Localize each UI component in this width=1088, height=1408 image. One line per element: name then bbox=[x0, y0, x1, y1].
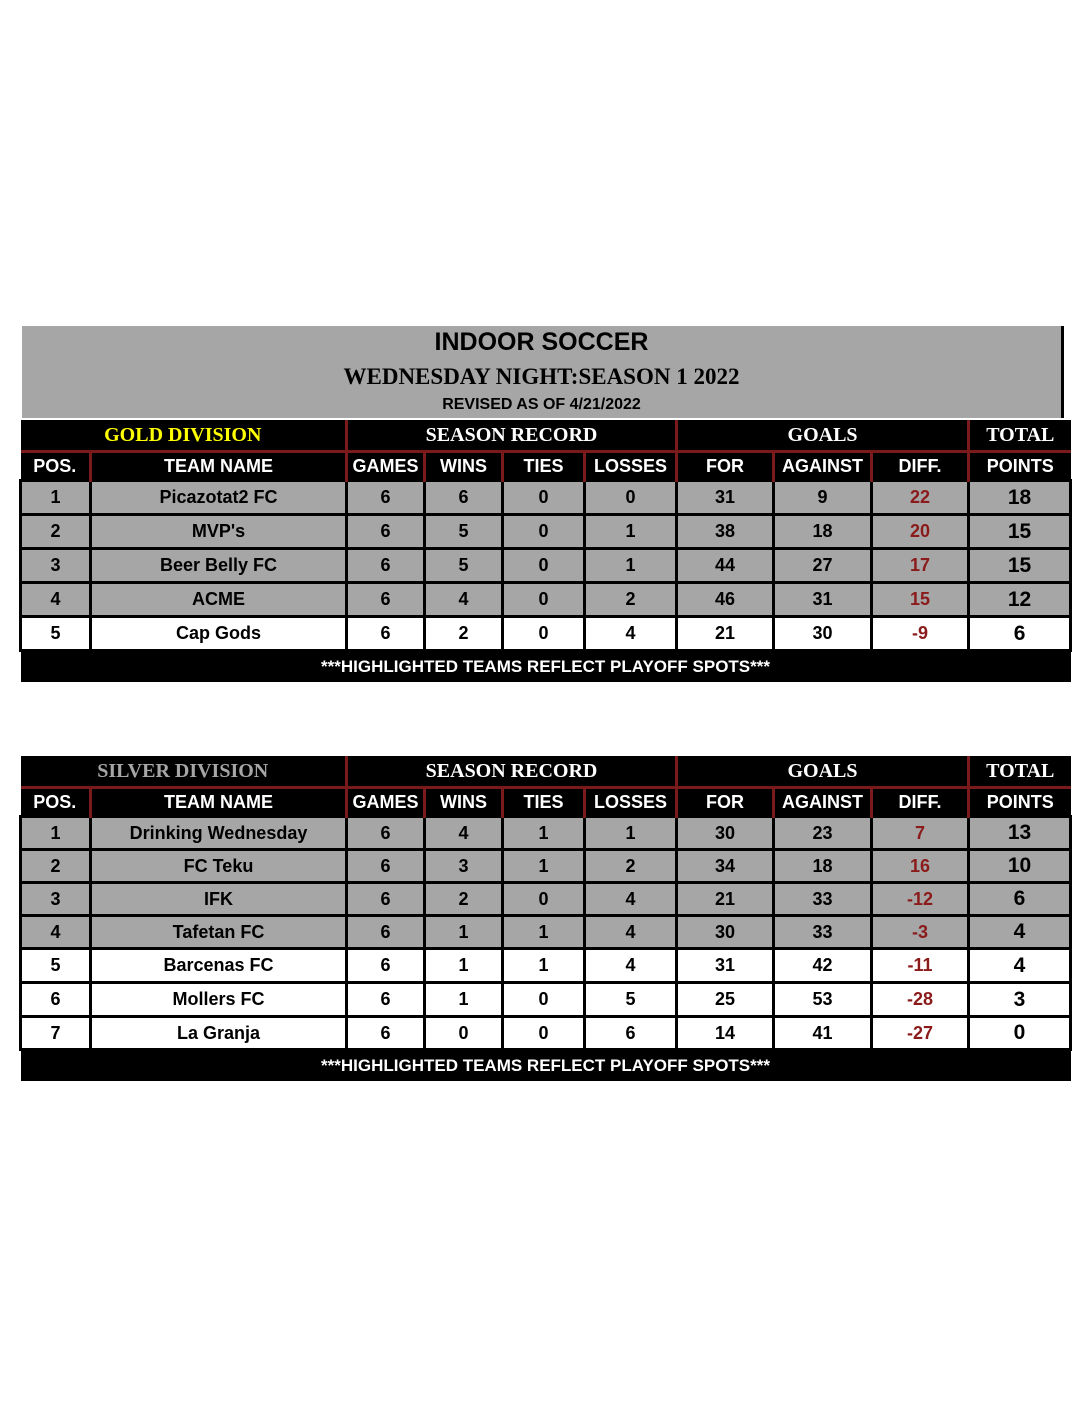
col-against: AGAINST bbox=[774, 452, 872, 481]
team-cell: La Granja bbox=[91, 1017, 347, 1050]
diff-cell: -9 bbox=[872, 617, 969, 651]
goals-header: GOALS bbox=[677, 756, 969, 788]
wins-cell: 1 bbox=[425, 949, 503, 983]
diff-cell: -3 bbox=[872, 916, 969, 949]
col-losses: LOSSES bbox=[585, 788, 677, 817]
games-cell: 6 bbox=[347, 583, 425, 617]
points-cell: 4 bbox=[969, 916, 1071, 949]
table-row bbox=[21, 949, 1071, 983]
for-cell: 46 bbox=[677, 583, 774, 617]
games-cell: 6 bbox=[347, 883, 425, 916]
col-diff: DIFF. bbox=[872, 788, 969, 817]
against-cell: 30 bbox=[774, 617, 872, 651]
games-cell: 6 bbox=[347, 983, 425, 1017]
table-row bbox=[21, 549, 1071, 583]
column-header-row bbox=[21, 788, 1071, 817]
against-cell: 9 bbox=[774, 481, 872, 515]
games-cell: 6 bbox=[347, 850, 425, 883]
col-team: TEAM NAME bbox=[91, 788, 347, 817]
table-row bbox=[21, 916, 1071, 949]
pos-cell: 7 bbox=[21, 1017, 91, 1050]
page-title: INDOOR SOCCER bbox=[434, 328, 649, 356]
col-wins: WINS bbox=[425, 452, 503, 481]
team-cell: Beer Belly FC bbox=[91, 549, 347, 583]
col-games: GAMES bbox=[347, 788, 425, 817]
pos-cell: 2 bbox=[21, 850, 91, 883]
col-ties: TIES bbox=[503, 788, 585, 817]
table-row bbox=[21, 617, 1071, 651]
points-cell: 0 bbox=[969, 1017, 1071, 1050]
ties-cell: 1 bbox=[503, 916, 585, 949]
points-cell: 15 bbox=[969, 549, 1071, 583]
points-cell: 4 bbox=[969, 949, 1071, 983]
ties-cell: 0 bbox=[503, 883, 585, 916]
pos-cell: 4 bbox=[21, 916, 91, 949]
for-cell: 25 bbox=[677, 983, 774, 1017]
points-cell: 18 bbox=[969, 481, 1071, 515]
against-cell: 33 bbox=[774, 916, 872, 949]
team-cell: Drinking Wednesday bbox=[91, 817, 347, 850]
against-cell: 27 bbox=[774, 549, 872, 583]
team-cell: IFK bbox=[91, 883, 347, 916]
col-for: FOR bbox=[677, 452, 774, 481]
col-points: POINTS bbox=[969, 788, 1071, 817]
for-cell: 44 bbox=[677, 549, 774, 583]
ties-cell: 0 bbox=[503, 549, 585, 583]
col-for: FOR bbox=[677, 788, 774, 817]
team-cell: Barcenas FC bbox=[91, 949, 347, 983]
games-cell: 6 bbox=[347, 481, 425, 515]
ties-cell: 0 bbox=[503, 983, 585, 1017]
ties-cell: 0 bbox=[503, 1017, 585, 1050]
season-record-header: SEASON RECORD bbox=[347, 756, 677, 788]
against-cell: 42 bbox=[774, 949, 872, 983]
col-wins: WINS bbox=[425, 788, 503, 817]
losses-cell: 6 bbox=[585, 1017, 677, 1050]
losses-cell: 2 bbox=[585, 583, 677, 617]
games-cell: 6 bbox=[347, 515, 425, 549]
losses-cell: 4 bbox=[585, 916, 677, 949]
table-row bbox=[21, 983, 1071, 1017]
wins-cell: 5 bbox=[425, 549, 503, 583]
table-row bbox=[21, 850, 1071, 883]
against-cell: 18 bbox=[774, 515, 872, 549]
for-cell: 21 bbox=[677, 617, 774, 651]
col-team: TEAM NAME bbox=[91, 452, 347, 481]
col-pos: POS. bbox=[21, 788, 91, 817]
points-cell: 12 bbox=[969, 583, 1071, 617]
against-cell: 33 bbox=[774, 883, 872, 916]
wins-cell: 4 bbox=[425, 817, 503, 850]
total-header: TOTAL bbox=[969, 756, 1071, 788]
column-group-header bbox=[21, 420, 1071, 452]
games-cell: 6 bbox=[347, 1017, 425, 1050]
page-subtitle: WEDNESDAY NIGHT:SEASON 1 2022 bbox=[343, 364, 740, 389]
wins-cell: 1 bbox=[425, 916, 503, 949]
losses-cell: 4 bbox=[585, 949, 677, 983]
table-row bbox=[21, 1017, 1071, 1050]
ties-cell: 1 bbox=[503, 817, 585, 850]
against-cell: 41 bbox=[774, 1017, 872, 1050]
pos-cell: 6 bbox=[21, 983, 91, 1017]
footer-row bbox=[21, 1050, 1071, 1082]
points-cell: 6 bbox=[969, 617, 1071, 651]
team-cell: Mollers FC bbox=[91, 983, 347, 1017]
division-name: SILVER DIVISION bbox=[21, 756, 347, 788]
losses-cell: 4 bbox=[585, 883, 677, 916]
column-group-header bbox=[21, 756, 1071, 788]
games-cell: 6 bbox=[347, 817, 425, 850]
losses-cell: 1 bbox=[585, 817, 677, 850]
points-cell: 15 bbox=[969, 515, 1071, 549]
ties-cell: 1 bbox=[503, 850, 585, 883]
diff-cell: 7 bbox=[872, 817, 969, 850]
table-row bbox=[21, 817, 1071, 850]
ties-cell: 0 bbox=[503, 481, 585, 515]
pos-cell: 1 bbox=[21, 817, 91, 850]
team-cell: Cap Gods bbox=[91, 617, 347, 651]
losses-cell: 4 bbox=[585, 617, 677, 651]
wins-cell: 3 bbox=[425, 850, 503, 883]
losses-cell: 1 bbox=[585, 549, 677, 583]
for-cell: 30 bbox=[677, 817, 774, 850]
wins-cell: 5 bbox=[425, 515, 503, 549]
points-cell: 10 bbox=[969, 850, 1071, 883]
against-cell: 18 bbox=[774, 850, 872, 883]
diff-cell: -12 bbox=[872, 883, 969, 916]
pos-cell: 1 bbox=[21, 481, 91, 515]
team-cell: Tafetan FC bbox=[91, 916, 347, 949]
table-row bbox=[21, 481, 1071, 515]
pos-cell: 4 bbox=[21, 583, 91, 617]
team-cell: FC Teku bbox=[91, 850, 347, 883]
team-cell: MVP's bbox=[91, 515, 347, 549]
losses-cell: 2 bbox=[585, 850, 677, 883]
season-record-header: SEASON RECORD bbox=[347, 420, 677, 452]
wins-cell: 4 bbox=[425, 583, 503, 617]
points-cell: 13 bbox=[969, 817, 1071, 850]
col-games: GAMES bbox=[347, 452, 425, 481]
playoff-note: ***HIGHLIGHTED TEAMS REFLECT PLAYOFF SPOTS*** bbox=[21, 651, 1071, 683]
silver-division-table bbox=[19, 756, 1072, 1081]
games-cell: 6 bbox=[347, 549, 425, 583]
wins-cell: 6 bbox=[425, 481, 503, 515]
table-row bbox=[21, 883, 1071, 916]
for-cell: 34 bbox=[677, 850, 774, 883]
diff-cell: -28 bbox=[872, 983, 969, 1017]
pos-cell: 5 bbox=[21, 949, 91, 983]
division-name: GOLD DIVISION bbox=[21, 420, 347, 452]
col-diff: DIFF. bbox=[872, 452, 969, 481]
team-cell: ACME bbox=[91, 583, 347, 617]
pos-cell: 3 bbox=[21, 549, 91, 583]
games-cell: 6 bbox=[347, 617, 425, 651]
column-header-row bbox=[21, 452, 1071, 481]
col-losses: LOSSES bbox=[585, 452, 677, 481]
diff-cell: 22 bbox=[872, 481, 969, 515]
revised-date: REVISED AS OF 4/21/2022 bbox=[442, 396, 641, 413]
wins-cell: 2 bbox=[425, 617, 503, 651]
for-cell: 21 bbox=[677, 883, 774, 916]
against-cell: 53 bbox=[774, 983, 872, 1017]
for-cell: 38 bbox=[677, 515, 774, 549]
points-cell: 6 bbox=[969, 883, 1071, 916]
games-cell: 6 bbox=[347, 949, 425, 983]
losses-cell: 0 bbox=[585, 481, 677, 515]
diff-cell: 17 bbox=[872, 549, 969, 583]
losses-cell: 1 bbox=[585, 515, 677, 549]
losses-cell: 5 bbox=[585, 983, 677, 1017]
playoff-note: ***HIGHLIGHTED TEAMS REFLECT PLAYOFF SPOTS*** bbox=[21, 1050, 1071, 1082]
goals-header: GOALS bbox=[677, 420, 969, 452]
gold-division-table bbox=[19, 420, 1072, 682]
pos-cell: 5 bbox=[21, 617, 91, 651]
diff-cell: 20 bbox=[872, 515, 969, 549]
against-cell: 31 bbox=[774, 583, 872, 617]
points-cell: 3 bbox=[969, 983, 1071, 1017]
pos-cell: 3 bbox=[21, 883, 91, 916]
footer-row bbox=[21, 651, 1071, 683]
team-cell: Picazotat2 FC bbox=[91, 481, 347, 515]
for-cell: 14 bbox=[677, 1017, 774, 1050]
for-cell: 31 bbox=[677, 949, 774, 983]
col-pos: POS. bbox=[21, 452, 91, 481]
ties-cell: 0 bbox=[503, 515, 585, 549]
diff-cell: -27 bbox=[872, 1017, 969, 1050]
wins-cell: 0 bbox=[425, 1017, 503, 1050]
pos-cell: 2 bbox=[21, 515, 91, 549]
table-row bbox=[21, 583, 1071, 617]
ties-cell: 1 bbox=[503, 949, 585, 983]
ties-cell: 0 bbox=[503, 583, 585, 617]
against-cell: 23 bbox=[774, 817, 872, 850]
wins-cell: 2 bbox=[425, 883, 503, 916]
wins-cell: 1 bbox=[425, 983, 503, 1017]
title-banner bbox=[22, 326, 1064, 418]
total-header: TOTAL bbox=[969, 420, 1071, 452]
col-ties: TIES bbox=[503, 452, 585, 481]
for-cell: 31 bbox=[677, 481, 774, 515]
games-cell: 6 bbox=[347, 916, 425, 949]
col-points: POINTS bbox=[969, 452, 1071, 481]
for-cell: 30 bbox=[677, 916, 774, 949]
diff-cell: -11 bbox=[872, 949, 969, 983]
diff-cell: 16 bbox=[872, 850, 969, 883]
diff-cell: 15 bbox=[872, 583, 969, 617]
col-against: AGAINST bbox=[774, 788, 872, 817]
table-row bbox=[21, 515, 1071, 549]
ties-cell: 0 bbox=[503, 617, 585, 651]
